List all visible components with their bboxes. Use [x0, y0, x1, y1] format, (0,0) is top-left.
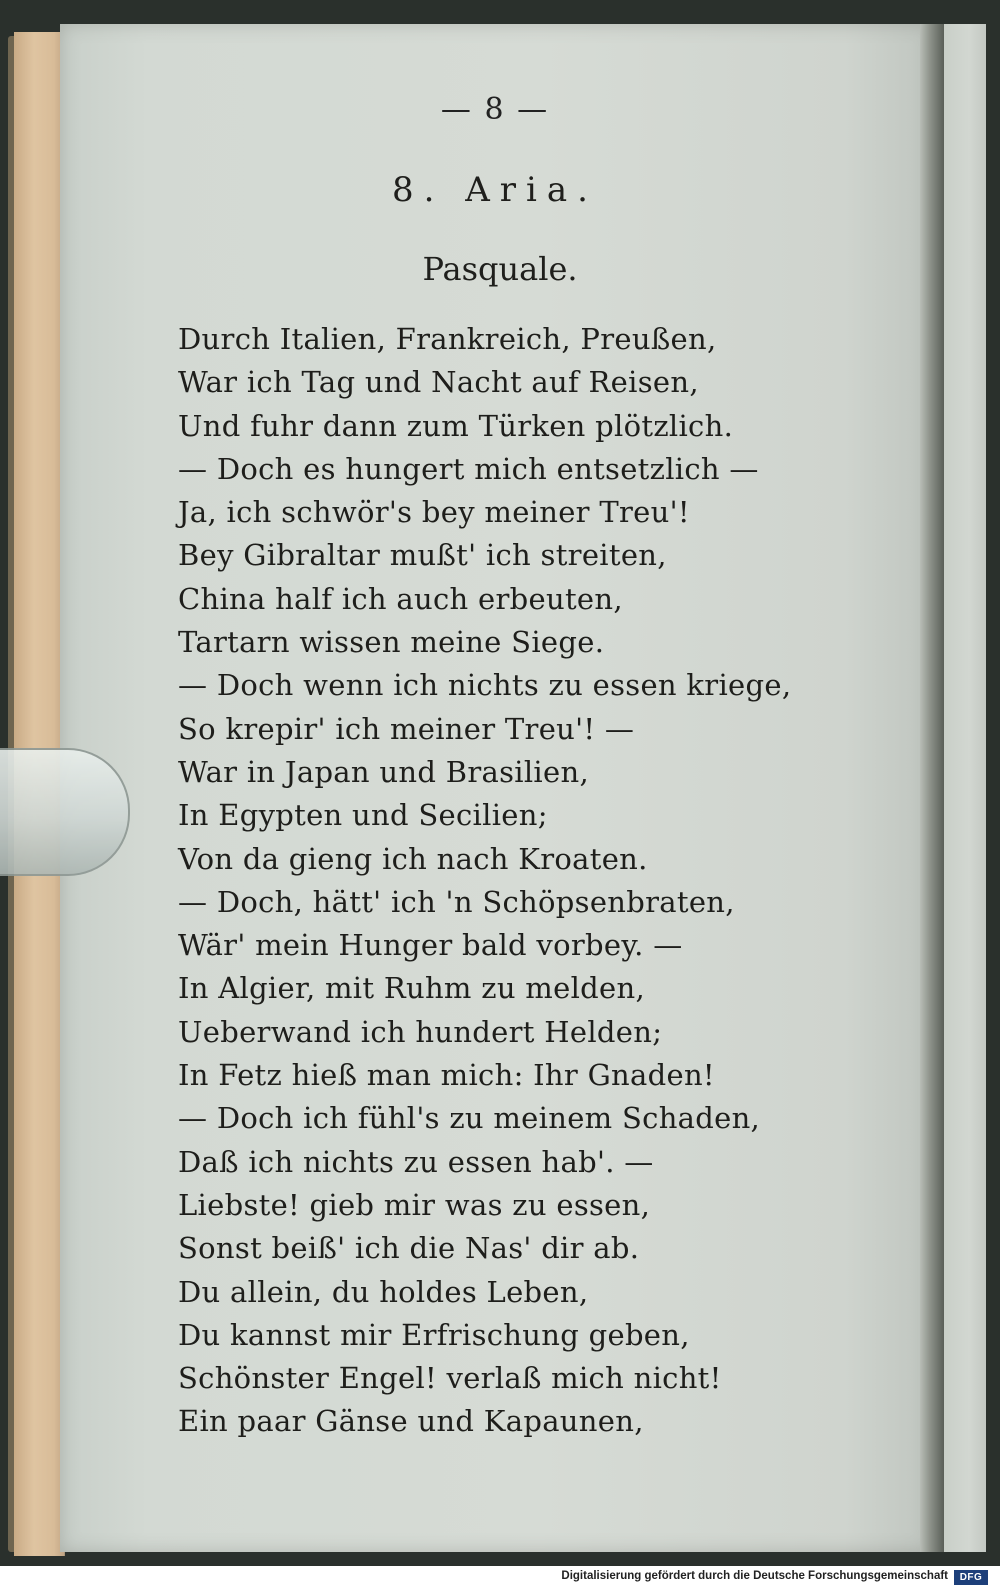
verse-text: [178, 318, 868, 1444]
footer-bar: [0, 1566, 1000, 1590]
verse-line: Du kannst mir Erfrischung geben,: [178, 1317, 690, 1352]
verse-line: So krepir' ich meiner Treu'! —: [178, 711, 635, 746]
verse-line: Ueberwand ich hundert Helden;: [178, 1014, 663, 1049]
verse-line: In Fetz hieß man mich: Ihr Gnaden!: [178, 1058, 715, 1093]
verse-line: War ich Tag und Nacht auf Reisen,: [178, 365, 699, 400]
verse-line: — Doch, hätt' ich 'n Schöpsenbraten,: [178, 884, 735, 919]
verse-line: — Doch es hungert mich entsetzlich —: [178, 451, 759, 486]
page-clip: [0, 748, 130, 876]
verse-line: Liebste! gieb mir was zu essen,: [178, 1187, 651, 1222]
dfg-logo: DFG: [954, 1570, 988, 1585]
verse-line: Bey Gibraltar mußt' ich streiten,: [178, 538, 667, 573]
speaker-name: Pasquale.: [422, 250, 578, 288]
verse-line: Und fuhr dann zum Türken plötzlich.: [178, 408, 734, 443]
verse-line: Tartarn wissen meine Siege.: [178, 625, 605, 660]
verse-line: Sonst beiß' ich die Nas' dir ab.: [178, 1231, 640, 1266]
verse-line: Ein paar Gänse und Kapaunen,: [178, 1404, 644, 1439]
page-number: — 8 —: [440, 92, 550, 127]
verse-line: — Doch wenn ich nichts zu essen kriege,: [178, 668, 792, 703]
verse-line: Durch Italien, Frankreich, Preußen,: [178, 322, 717, 356]
funding-credit: Digitalisierung gefördert durch die Deutsche Forschungsgemeinschaft: [561, 1570, 948, 1582]
verse-line: Du allein, du holdes Leben,: [178, 1274, 589, 1309]
verse-line: Ja, ich schwör's bey meiner Treu'!: [178, 495, 690, 530]
verse-line: Schönster Engel! verlaß mich nicht!: [178, 1361, 722, 1396]
section-title: 8. Aria.: [391, 170, 598, 210]
verse-line: In Algier, mit Ruhm zu melden,: [178, 971, 645, 1006]
verse-line: — Doch ich fühl's zu meinem Schaden,: [178, 1101, 761, 1136]
book-gutter: [920, 24, 944, 1552]
verse-line: China half ich auch erbeuten,: [178, 581, 623, 616]
verse-line: Wär' mein Hunger bald vorbey. —: [178, 928, 683, 963]
next-page-edge: [944, 24, 986, 1552]
verse-line: Von da gieng ich nach Kroaten.: [178, 841, 648, 876]
verse-line: War in Japan und Brasilien,: [178, 754, 589, 789]
verse-line: In Egypten und Secilien;: [178, 798, 548, 833]
verse-line: Daß ich nichts zu essen hab'. —: [178, 1144, 654, 1179]
